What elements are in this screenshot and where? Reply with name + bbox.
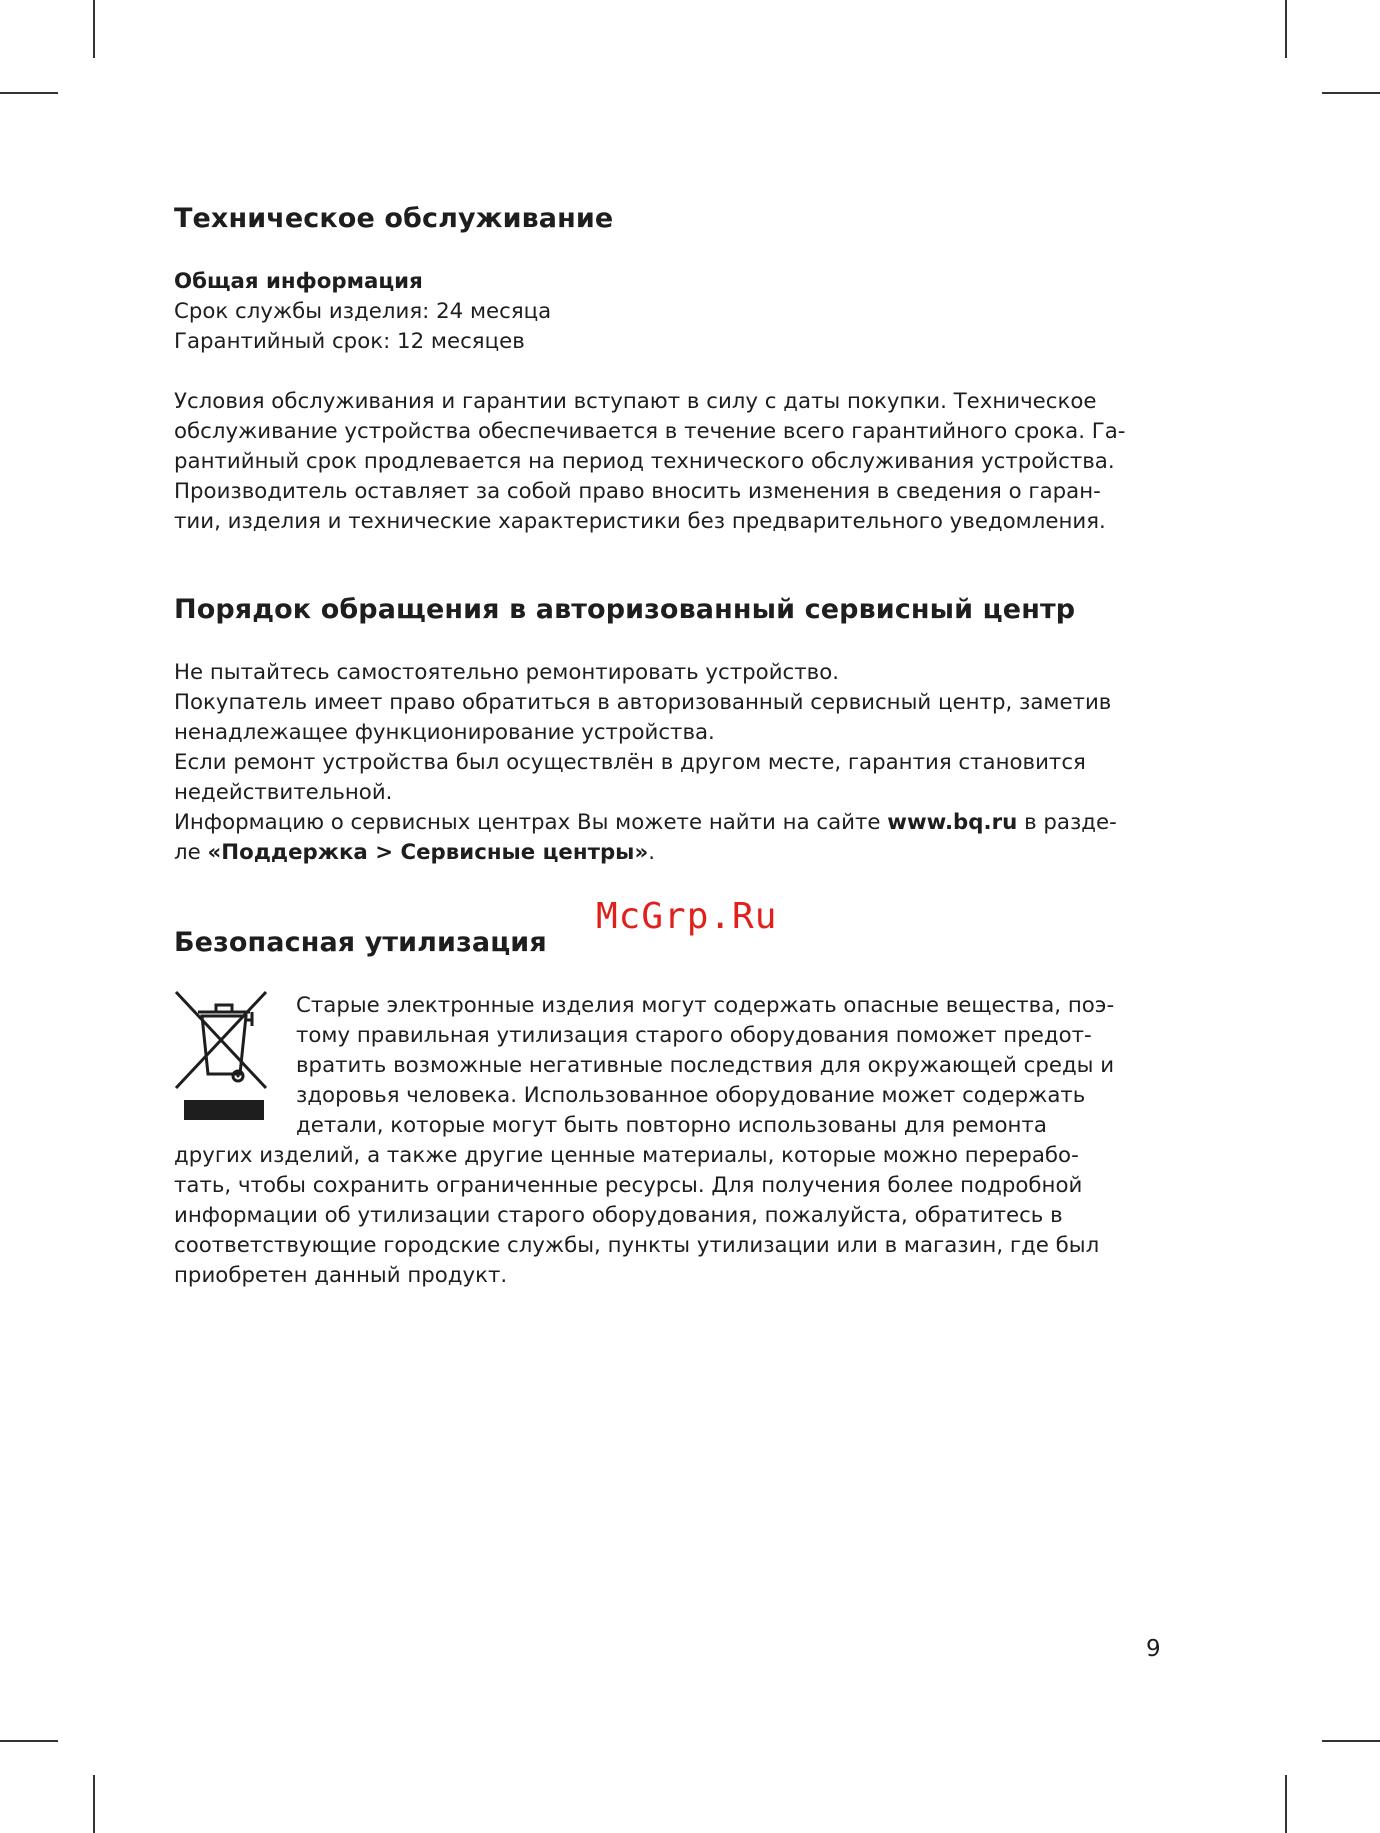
text-line xyxy=(174,808,1179,838)
info-text: . xyxy=(648,840,655,865)
text-line: здоровья человека. Использованное оборудование может содержать xyxy=(296,1083,1086,1108)
crop-mark xyxy=(93,1775,95,1833)
text-line: Покупатель имеет право обратиться в авторизованный сервисный центр, заметив xyxy=(174,690,1112,715)
info-text: Информацию о сервисных центрах Вы можете найти на сайте xyxy=(174,810,888,835)
crop-mark xyxy=(1285,0,1287,58)
warranty-line: Гарантийный срок: 12 месяцев xyxy=(174,329,525,354)
text-line: тать, чтобы сохранить ограниченные ресурсы. Для получения более подробной xyxy=(174,1173,1083,1198)
text-line: ненадлежащее функционирование устройства. xyxy=(174,720,715,745)
subtitle-general-info: Общая информация xyxy=(174,269,423,294)
support-path: «Поддержка > Сервисные центры» xyxy=(207,840,649,865)
service-life-line: Срок службы изделия: 24 месяца xyxy=(174,299,552,324)
text-line: недействительной. xyxy=(174,780,393,805)
crossed-bin-icon xyxy=(174,990,274,1130)
section-title-service-center: Порядок обращения в авторизованный сервисный центр xyxy=(174,594,1076,625)
disposal-indented-text xyxy=(174,991,1179,1141)
text-line: Условия обслуживания и гарантии вступают в силу с даты покупки. Техническое xyxy=(174,389,1097,414)
general-info-block xyxy=(174,267,1179,357)
text-line: соответствующие городские службы, пункты утилизации или в магазин, где был xyxy=(174,1233,1100,1258)
page-number: 9 xyxy=(1146,1636,1161,1662)
text-line: Производитель оставляет за собой право вносить изменения в сведения о гаран- xyxy=(174,479,1101,504)
crop-mark xyxy=(0,92,58,94)
crop-mark xyxy=(93,0,95,58)
info-text: в разде- xyxy=(1017,810,1117,835)
service-center-block xyxy=(174,658,1179,868)
info-text: ле xyxy=(174,840,208,865)
text-line: других изделий, а также другие ценные материалы, которые можно перерабо- xyxy=(174,1143,1079,1168)
text-line xyxy=(174,838,1179,868)
crop-mark xyxy=(1322,1740,1380,1742)
text-line: рантийный срок продлевается на период технического обслуживания устройства. xyxy=(174,449,1115,474)
text-line: детали, которые могут быть повторно использованы для ремонта xyxy=(296,1113,1047,1138)
warranty-paragraph xyxy=(174,387,1179,537)
site-link[interactable]: www.bq.ru xyxy=(887,810,1018,835)
text-line: тому правильная утилизация старого оборудования поможет предот- xyxy=(296,1023,1092,1048)
section-title-disposal: Безопасная утилизация xyxy=(174,927,547,958)
crop-mark xyxy=(1285,1775,1287,1833)
crop-mark xyxy=(0,1740,58,1742)
watermark: McGrp.Ru xyxy=(596,896,778,937)
disposal-block xyxy=(174,991,1179,1291)
text-line: тии, изделия и технические характеристики без предварительного уведомления. xyxy=(174,509,1106,534)
text-line: информации об утилизации старого оборудования, пожалуйста, обратитесь в xyxy=(174,1203,1063,1228)
crop-mark xyxy=(1322,92,1380,94)
text-line: обслуживание устройства обеспечивается в течение всего гарантийного срока. Га- xyxy=(174,419,1126,444)
text-line: приобретен данный продукт. xyxy=(174,1263,508,1288)
text-line: вратить возможные негативные последствия для окружающей среды и xyxy=(296,1053,1115,1078)
section-title-maintenance: Техническое обслуживание xyxy=(174,203,614,234)
text-line: Если ремонт устройства был осуществлён в другом месте, гарантия становится xyxy=(174,750,1086,775)
text-line: Не пытайтесь самостоятельно ремонтировать устройство. xyxy=(174,660,840,685)
text-line: Старые электронные изделия могут содержать опасные вещества, поэ- xyxy=(296,993,1115,1018)
